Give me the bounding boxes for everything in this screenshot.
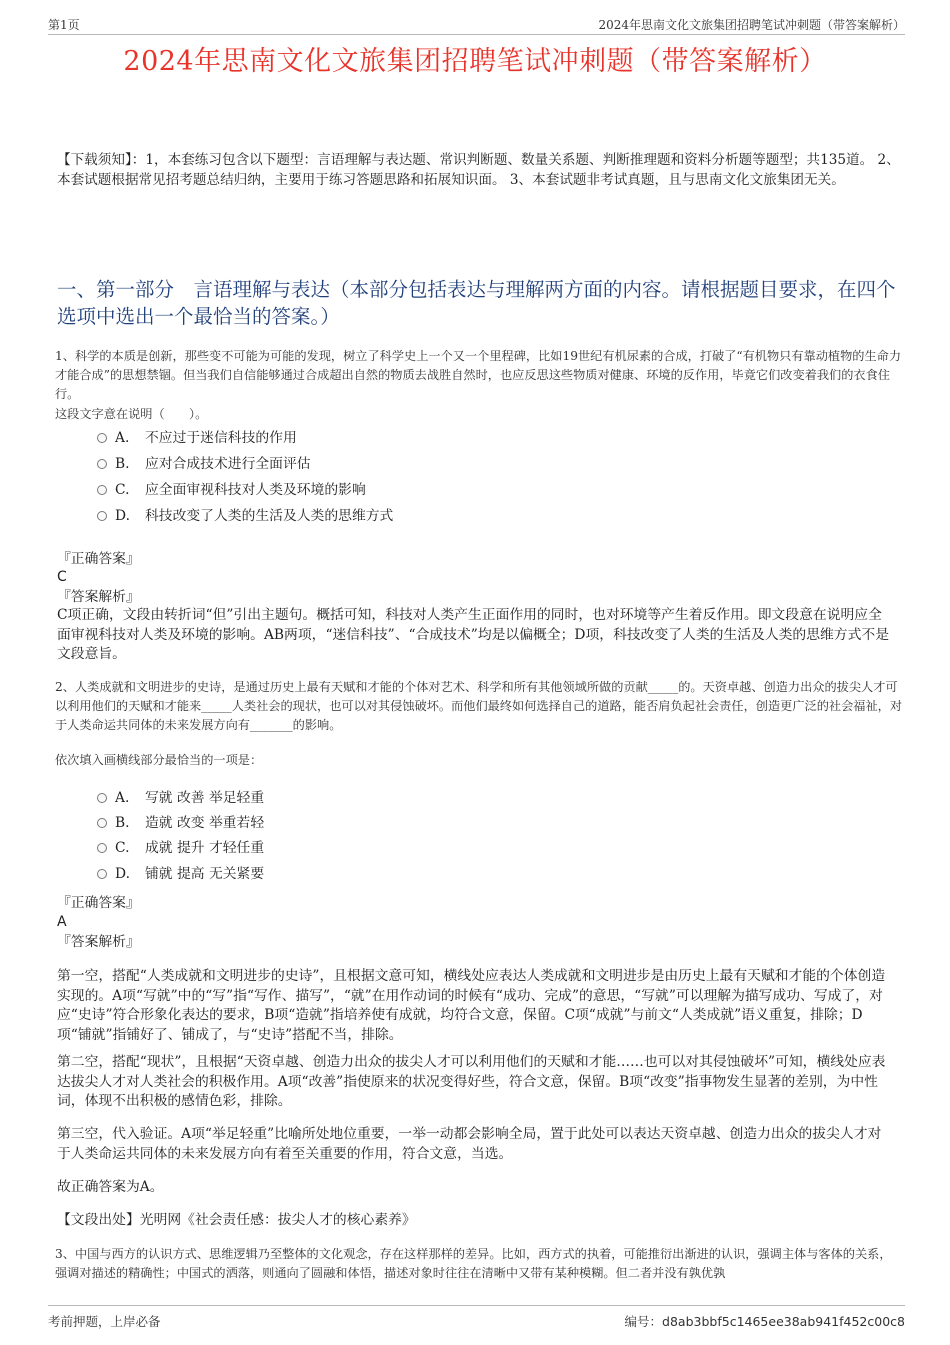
q1-analysis-label: 『答案解析』 [57, 589, 140, 605]
download-notice: 【下载须知】：1，本套练习包含以下题型：言语理解与表达题、常识判断题、数量关系题、判断推理题和资料分析题等题型；共135道。 2、本套试题根据常见招考题总结归纳，主要用于练习答题思路和拓展知识面。 3、本套试题非考试真题，且与思南文化文旅集团无关。 [57, 152, 900, 188]
header-doc-title: 2024年思南文化文旅集团招聘笔试冲刺题（带答案解析） [598, 18, 905, 32]
q2-analysis-p2: 第二空，搭配“现状”，且根据“天资卓越、创造力出众的拔尖人才可以利用他们的天赋和才能……也可以对其侵蚀破坏”可知，横线处应表达拔尖人才对人类社会的积极作用。A项“改善”指使原来的状况变得好些，符合文意，保留。B项“改变”指事物发生显著的差别，为中性词，体现不出积极的感情色彩，排除。 [57, 1054, 886, 1110]
q1-prompt: 这段文字意在说明（ ）。 [55, 407, 208, 421]
q1-analysis: C项正确，文段由转折词“但”引出主题句。概括可知，科技对人类产生正面作用的同时，也对环境等产生着反作用。即文段意在说明应全面审视科技对人类及环境的影响。AB两项，“迷信科技”、“合成技术”均是以偏概全；D项，科技改变了人类的生活及人类的思维方式不是文段意旨。 [57, 607, 889, 663]
radio-icon[interactable] [97, 793, 107, 803]
radio-icon[interactable] [97, 818, 107, 828]
q1-option-d[interactable]: D. 科技改变了人类的生活及人类的思维方式 [97, 506, 393, 526]
radio-icon[interactable] [97, 433, 107, 443]
radio-icon[interactable] [97, 511, 107, 521]
q1-option-b[interactable]: B. 应对合成技术进行全面评估 [97, 454, 311, 474]
q2-analysis-p4: 故正确答案为A。 [57, 1179, 164, 1195]
q2-analysis-p3: 第三空，代入验证。A项“举足轻重”比喻所处地位重要，一举一动都会影响全局，置于此处可以表达天资卓越、创造力出众的拔尖人才对于人类命运共同体的未来发展方向有着至关重要的作用，符合文意，当选。 [57, 1126, 882, 1162]
q2-option-d[interactable]: D. 铺就 提高 无关紧要 [97, 864, 264, 884]
q2-option-c[interactable]: C. 成就 提升 才轻任重 [97, 838, 264, 858]
radio-icon[interactable] [97, 843, 107, 853]
section-title: 一、第一部分 言语理解与表达（本部分包括表达与理解两方面的内容。请根据题目要求，在四个选项中选出一个最恰当的答案。） [57, 278, 896, 328]
page-header [48, 14, 905, 35]
radio-icon[interactable] [97, 485, 107, 495]
q1-answer: C [57, 569, 67, 585]
q2-option-a[interactable]: A. 写就 改善 举足轻重 [97, 788, 264, 808]
radio-icon[interactable] [97, 869, 107, 879]
q1-option-c[interactable]: C. 应全面审视科技对人类及环境的影响 [97, 480, 366, 500]
q2-analysis-label: 『答案解析』 [57, 934, 140, 950]
q2-prompt: 依次填入画横线部分最恰当的一项是： [55, 753, 263, 767]
footer-code: 编号：d8ab3bbf5c1465ee38ab941f452c00c8 [624, 1314, 905, 1329]
q2-answer: A [57, 914, 67, 930]
q2-analysis-p1: 第一空，搭配“人类成就和文明进步的史诗”，且根据文意可知，横线处应表达人类成就和文明进步是由历史上最有天赋和才能的个体创造实现的。A项“写就”中的“写”指“写作、描写”，“就”在用作动词的时候有“成功、完成”的意思，“写就”可以理解为描写成功、写成了，对应“史诗”符合形象化表达的要求，B项“造就”指培养使有成就，均符合文意，保留。C项“成就”与前文“人类成就”语义重复，排除；D项“铺就”指铺好了、铺成了，与“史诗”搭配不当，排除。 [57, 968, 886, 1043]
page-footer [48, 1305, 905, 1330]
q2-option-b[interactable]: B. 造就 改变 举重若轻 [97, 813, 264, 833]
q1-stem: 1、科学的本质是创新，那些变不可能为可能的发现，树立了科学史上一个又一个里程碑，比如19世纪有机尿素的合成，打破了“有机物只有靠动植物的生命力才能合成”的思想禁锢。但当我们自信能够通过合成超出自然的物质去战胜自然时，也应反思这些物质对健康、环境的反作用，毕竟它们改变着我们的衣食住行。 [55, 349, 902, 401]
q2-correct-label: 『正确答案』 [57, 895, 140, 911]
q1-correct-label: 『正确答案』 [57, 551, 140, 567]
page-number: 第1页 [48, 18, 80, 32]
q2-source: 【文段出处】光明网《社会责任感：拔尖人才的核心素养》 [57, 1212, 416, 1228]
document-title: 2024年思南文化文旅集团招聘笔试冲刺题（带答案解析） [123, 46, 827, 77]
q3-stem: 3、中国与西方的认识方式、思维逻辑乃至整体的文化观念，存在这样那样的差异。比如，西方式的执着，可能推衍出渐进的认识，强调主体与客体的关系，强调对描述的精确性；中国式的洒落，则通向了圆融和体悟，描述对象时往往在清晰中又带有某种模糊。但二者并没有孰优孰 [55, 1247, 892, 1280]
footer-slogan: 考前押题，上岸必备 [48, 1314, 161, 1329]
q2-stem: 2、人类成就和文明进步的史诗，是通过历史上最有天赋和才能的个体对艺术、科学和所有其他领域所做的贡献_____的。天资卓越、创造力出众的拔尖人才可以利用他们的天赋和才能来_____人类社会的现状，也可以对其侵蚀破坏。而他们最终如何选择自己的道路，能否肩负起社会责任，创造更广泛的社会福祉，对于人类命运共同体的未来发展方向有_______的影响。 [55, 680, 903, 732]
radio-icon[interactable] [97, 459, 107, 469]
q1-option-a[interactable]: A. 不应过于迷信科技的作用 [97, 428, 297, 448]
